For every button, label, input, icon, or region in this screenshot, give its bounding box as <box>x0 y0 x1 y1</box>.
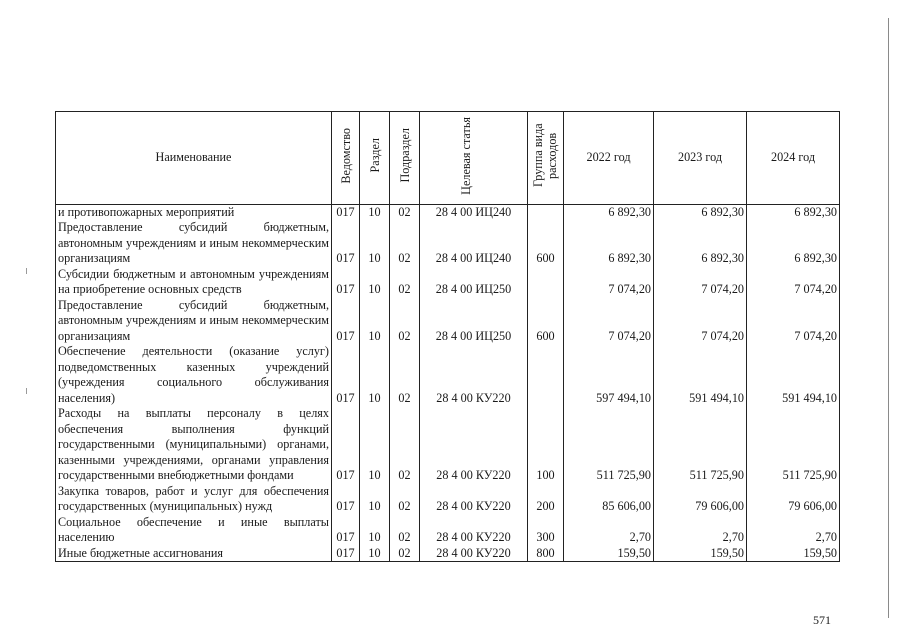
row-celevaya: 28 4 00 КУ220 <box>420 484 528 515</box>
row-vedomstvo: 017 <box>332 298 360 345</box>
row-2023: 591 494,10 <box>654 344 747 406</box>
row-podrazdel: 02 <box>390 515 420 546</box>
row-celevaya: 28 4 00 ИЦ240 <box>420 220 528 267</box>
header-celevaya: Целевая статья <box>420 112 528 205</box>
row-2023: 511 725,90 <box>654 406 747 484</box>
row-2023: 159,50 <box>654 546 747 562</box>
row-vedomstvo: 017 <box>332 267 360 298</box>
row-name: Предоставление субсидий бюджетным, автономным учреждениям и иным некоммерческим организациям <box>56 220 332 267</box>
row-celevaya: 28 4 00 КУ220 <box>420 546 528 562</box>
row-gruppa <box>528 204 564 220</box>
row-gruppa: 800 <box>528 546 564 562</box>
table-row <box>56 515 840 546</box>
row-2023: 6 892,30 <box>654 220 747 267</box>
table-row <box>56 344 840 406</box>
row-2023: 7 074,20 <box>654 267 747 298</box>
row-razdel: 10 <box>360 344 390 406</box>
row-vedomstvo: 017 <box>332 484 360 515</box>
row-2023: 2,70 <box>654 515 747 546</box>
row-2024: 2,70 <box>747 515 840 546</box>
row-2023: 6 892,30 <box>654 204 747 220</box>
row-vedomstvo: 017 <box>332 344 360 406</box>
row-podrazdel: 02 <box>390 406 420 484</box>
row-2023: 7 074,20 <box>654 298 747 345</box>
row-2024: 7 074,20 <box>747 267 840 298</box>
row-gruppa <box>528 344 564 406</box>
row-podrazdel: 02 <box>390 220 420 267</box>
header-podrazdel: Подраздел <box>390 112 420 205</box>
header-2022: 2022 год <box>564 112 654 205</box>
row-name: Расходы на выплаты персоналу в целях обеспечения выполнения функций государственными (муниципальными) органами, казенными учреждениями, органами управления государственными внебюджетными фондами <box>56 406 332 484</box>
row-celevaya: 28 4 00 ИЦ240 <box>420 204 528 220</box>
row-2024: 6 892,30 <box>747 220 840 267</box>
row-gruppa: 200 <box>528 484 564 515</box>
row-2024: 591 494,10 <box>747 344 840 406</box>
margin-mark <box>26 388 27 394</box>
row-2024: 6 892,30 <box>747 204 840 220</box>
row-podrazdel: 02 <box>390 298 420 345</box>
table-row <box>56 204 840 220</box>
row-2022: 85 606,00 <box>564 484 654 515</box>
row-razdel: 10 <box>360 406 390 484</box>
page-number: 571 <box>813 613 831 627</box>
header-name: Наименование <box>56 112 332 205</box>
row-2022: 2,70 <box>564 515 654 546</box>
row-podrazdel: 02 <box>390 484 420 515</box>
table-row <box>56 406 840 484</box>
table-row <box>56 267 840 298</box>
row-2024: 7 074,20 <box>747 298 840 345</box>
row-2022: 7 074,20 <box>564 267 654 298</box>
row-gruppa: 600 <box>528 220 564 267</box>
scan-edge-line <box>888 18 889 618</box>
row-podrazdel: 02 <box>390 546 420 562</box>
row-podrazdel: 02 <box>390 267 420 298</box>
row-podrazdel: 02 <box>390 344 420 406</box>
row-celevaya: 28 4 00 ИЦ250 <box>420 267 528 298</box>
header-vedomstvo: Ведомство <box>332 112 360 205</box>
row-name: Субсидии бюджетным и автономным учреждениям на приобретение основных средств <box>56 267 332 298</box>
row-vedomstvo: 017 <box>332 406 360 484</box>
row-gruppa: 100 <box>528 406 564 484</box>
row-celevaya: 28 4 00 ИЦ250 <box>420 298 528 345</box>
row-razdel: 10 <box>360 298 390 345</box>
row-razdel: 10 <box>360 220 390 267</box>
header-row <box>56 112 840 205</box>
row-razdel: 10 <box>360 515 390 546</box>
budget-table <box>55 111 840 562</box>
margin-mark <box>26 268 27 274</box>
row-vedomstvo: 017 <box>332 220 360 267</box>
header-gruppa: Группа вида расходов <box>528 112 564 205</box>
row-2022: 597 494,10 <box>564 344 654 406</box>
row-vedomstvo: 017 <box>332 204 360 220</box>
row-2022: 511 725,90 <box>564 406 654 484</box>
row-celevaya: 28 4 00 КУ220 <box>420 344 528 406</box>
table-row <box>56 220 840 267</box>
row-name: Социальное обеспечение и иные выплаты населению <box>56 515 332 546</box>
row-gruppa: 600 <box>528 298 564 345</box>
table-row <box>56 546 840 562</box>
row-2024: 79 606,00 <box>747 484 840 515</box>
row-2024: 511 725,90 <box>747 406 840 484</box>
row-2023: 79 606,00 <box>654 484 747 515</box>
row-2022: 159,50 <box>564 546 654 562</box>
row-name: Предоставление субсидий бюджетным, автономным учреждениям и иным некоммерческим организациям <box>56 298 332 345</box>
row-vedomstvo: 017 <box>332 546 360 562</box>
row-razdel: 10 <box>360 484 390 515</box>
row-2022: 6 892,30 <box>564 204 654 220</box>
row-gruppa <box>528 267 564 298</box>
header-razdel: Раздел <box>360 112 390 205</box>
table-row <box>56 298 840 345</box>
row-2022: 6 892,30 <box>564 220 654 267</box>
row-name: и противопожарных мероприятий <box>56 204 332 220</box>
table-row <box>56 484 840 515</box>
header-2024: 2024 год <box>747 112 840 205</box>
row-gruppa: 300 <box>528 515 564 546</box>
row-2024: 159,50 <box>747 546 840 562</box>
row-vedomstvo: 017 <box>332 515 360 546</box>
row-podrazdel: 02 <box>390 204 420 220</box>
header-2023: 2023 год <box>654 112 747 205</box>
row-celevaya: 28 4 00 КУ220 <box>420 406 528 484</box>
row-razdel: 10 <box>360 546 390 562</box>
row-celevaya: 28 4 00 КУ220 <box>420 515 528 546</box>
row-name: Закупка товаров, работ и услуг для обеспечения государственных (муниципальных) нужд <box>56 484 332 515</box>
row-name: Иные бюджетные ассигнования <box>56 546 332 562</box>
row-name: Обеспечение деятельности (оказание услуг) подведомственных казенных учреждений (учреждения социального обслуживания населения) <box>56 344 332 406</box>
row-razdel: 10 <box>360 267 390 298</box>
row-2022: 7 074,20 <box>564 298 654 345</box>
row-razdel: 10 <box>360 204 390 220</box>
